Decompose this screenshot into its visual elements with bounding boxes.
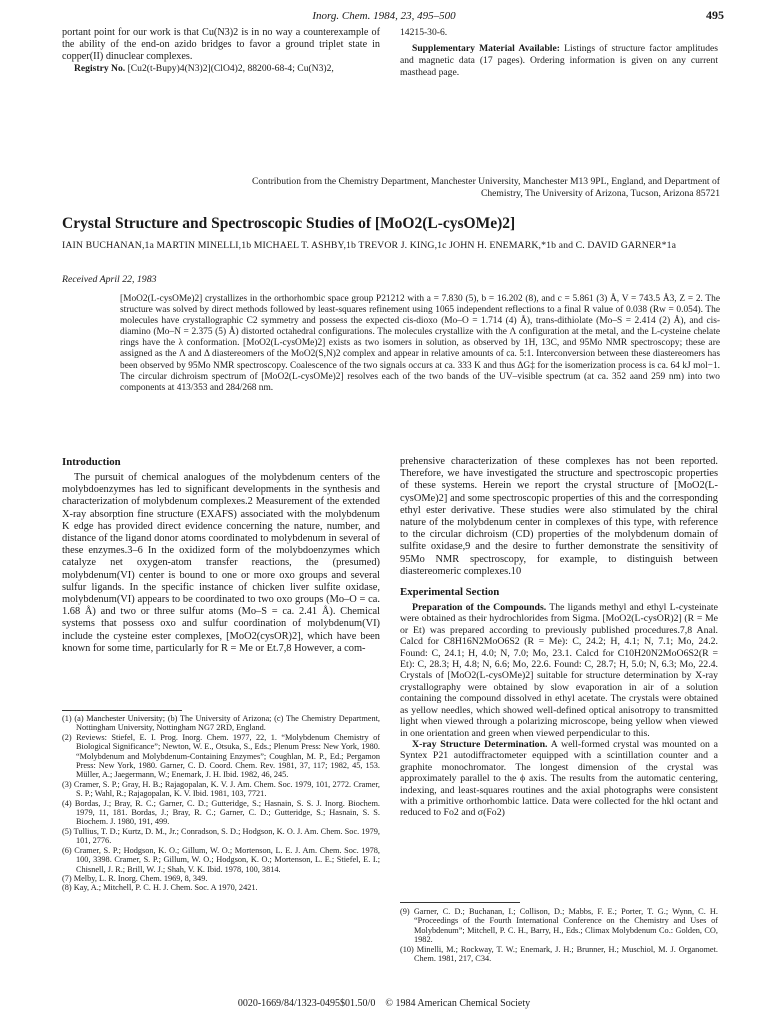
registry-continuation: 14215-30-6. bbox=[400, 27, 448, 38]
introduction-section bbox=[62, 456, 380, 655]
xray-paragraph bbox=[400, 739, 718, 819]
footer-code: 0020-1669/84/1323-0495$01.50/0 bbox=[237, 998, 376, 1009]
footnote-9: (9) Garner, C. D.; Buchanan, I.; Collison, D.; Mabbs, F. E.; Porter, T. G.; Wynn, C. H. “Proceedings of the Fourth International Conference on the Chemistry and Uses of Molybdenum”; Mitchell, P. C. H., Barry, H., Eds.; Climax Molybdenum Co.: Golden, CO, 1982. bbox=[400, 907, 718, 945]
footnotes-left bbox=[62, 714, 380, 893]
supplementary-label: Supplementary Material Available: bbox=[412, 43, 560, 54]
preparation-text: The ligands methyl and ethyl L-cysteinate were obtained as their hydrochlorides from Sigma. [MoO2(L-cysOR)2] (R = Me or Et) was prepared according to previously published procedures.7,8 Anal. Calcd for C8H16N2MoO6S2 (R = Me): C, 24.2; H, 4.1; N, 7.1; Mo, 24.2. Found: C, 24.1; H, 4.0; N, 7.0; Mo, 23.1. Calcd for C10H20N2MoO6S2(R = Et): C, 28.3; H, 4.8; N, 6.6; Mo, 22.6. Found: C, 28.7; H, 5.0; N, 6.3; Mo, 22.4. Crystals of [MoO2(L-cysOMe)2] suitable for structure determination by X-ray crystallography were obtained by slow evaporation in air of a solution containing the compound dissolved in ethyl acetate. The crystals were obtained as yellow needles, which showed well-defined optical anisotropy to transmitted light when viewed through a polarizing microscope, being yellow when viewed in one orientation and green when viewed perpendicular to this. bbox=[400, 602, 718, 739]
footnote-1: (1) (a) Manchester University; (b) The University of Arizona; (c) The Chemistry Department, Nottingham University, Nottingham NG7 2RD, England. bbox=[62, 714, 380, 733]
footnote-3: (3) Cramer, S. P.; Gray, H. B.; Rajagopalan, K. V. J. Am. Chem. Soc. 1979, 101, 2772. Cramer, S. P.; Wahl, R.; Rajagopalan, K. V. Ibid. 1981, 103, 7721. bbox=[62, 779, 380, 799]
footer-copyright: © 1984 American Chemical Society bbox=[385, 998, 531, 1009]
page-footer bbox=[0, 998, 768, 1009]
introduction-heading: Introduction bbox=[62, 456, 121, 468]
footnote-8: (8) Kay, A.; Mitchell, P. C. H. J. Chem. Soc. A 1970, 2421. bbox=[62, 883, 258, 893]
running-head: Inorg. Chem. 1984, 23, 495–500 bbox=[312, 10, 456, 22]
preparation-paragraph bbox=[400, 602, 718, 739]
registry-text: [Cu2(t-Bupy)4(N3)2](ClO4)2, 88200-68-4; Cu(N3)2, bbox=[127, 63, 334, 74]
xray-text: A well-formed crystal was mounted on a Syntex P21 autodiffractometer equipped with a scintillation counter and a graphite monochromator. The longest dimension of the crystal was approximately parallel to the ϕ axis. The results from the automatic centering, indexing, and least-squares routines and the axial photographs were consistent with a primitive orthorhombic lattice. Data were collected for the hkl octant and reduced to Fo2 and σ(Fo2) bbox=[400, 738, 718, 819]
preparation-label: Preparation of the Compounds. bbox=[412, 602, 547, 614]
footnote-divider-left bbox=[62, 710, 182, 711]
article-title: Crystal Structure and Spectroscopic Studies of [MoO2(L-cysOMe)2] bbox=[62, 215, 516, 232]
received-date: Received April 22, 1983 bbox=[62, 274, 157, 285]
previous-article-supplementary bbox=[400, 27, 718, 79]
footnote-5: (5) Tullius, T. D.; Kurtz, D. M., Jr.; Conradson, S. D.; Hodgson, K. O. J. Am. Chem. Soc. 1979, 101, 2776. bbox=[62, 826, 380, 846]
footnote-2: (2) Reviews: Stiefel, E. I. Prog. Inorg. Chem. 1977, 22, 1. “Molybdenum Chemistry of Biological Significance”; Newton, W. E., Otsuka, S., Eds.; Plenum Press: New York, 1980. “Molybdenum and Molybdenum-Containing Enzymes”; Coughlan, M. P., Ed.; Pergamon Press: New York, 1980. Garner, C. D. Coord. Chem. Rev. 1981, 37, 117; 1982, 45, 153. Müller, A.; Jaegermann, W.; Enemark, J. H. Ibid. 1982, 46, 245. bbox=[62, 732, 380, 780]
xray-label: X-ray Structure Determination. bbox=[412, 738, 548, 750]
footnotes-right bbox=[400, 907, 718, 963]
introduction-paragraph: The pursuit of chemical analogues of the molybdenum centers of the molybdoenzymes has led to significant developments in the synthesis and characterization of molybdenum complexes.2 Measurement of the extended X-ray absorption fine structure (EXAFS) associated with the molybdenum K edge has provided direct evidence concerning the nature, number, and distance of the ligand donor atoms coordinated to molybdenum in several of these enzymes.3–6 In the oxidized form of the molybdoenzymes which catalyze net oxygen-atom transfer reactions, the (presumed) molybdenum(VI) center is bound to one or more oxo groups and several sulfur ligands. In the specific instance of chicken liver sulfite oxidase, molybdenum(VI) appears to be coordinated to two oxo groups (Mo–O = ca. 1.68 Å) and two or three sulfur atoms (Mo–S = ca. 2.41 Å). Chemical systems that possess oxo and sulfur coordination of molybdenum(VI) include the cysteine ester complexes, [MoO2(cysOR)2], which have been known for some time, particularly for R = Me or Et.7,8 However, a com- bbox=[62, 472, 380, 654]
footnote-10: (10) Minelli, M.; Rockway, T. W.; Enemark, J. H.; Brunner, H.; Muschiol, M. J. Organomet. Chem. 1981, 217, C34. bbox=[400, 944, 718, 964]
author-list: IAIN BUCHANAN,1a MARTIN MINELLI,1b MICHAEL T. ASHBY,1b TREVOR J. KING,1c JOHN H. ENEMARK,*1b and C. DAVID GARNER*1a bbox=[62, 240, 677, 251]
footnote-4: (4) Bordas, J.; Bray, R. C.; Garner, C. D.; Gutteridge, S.; Hasnain, S. S. J. Inorg. Biochem. 1979, 11, 181. Bordas, J.; Bray, R. C.; Garner, C. D.; Gutteridge, S.; Hasnain, S. S. Biochem. J. 1980, 191, 499. bbox=[62, 798, 380, 827]
previous-article-text: portant point for our work is that Cu(N3)2 is in no way a counterexample of the ability of the end-on azido bridges to favor a ground triplet state in copper(II) dinuclear complexes. bbox=[62, 27, 380, 62]
contribution-affiliation: Contribution from the Chemistry Department, Manchester University, Manchester M13 9PL, England, and Department of Chemistry, The University of Arizona, Tucson, Arizona 85721 bbox=[251, 176, 720, 199]
page-number: 495 bbox=[706, 8, 724, 22]
registry-label: Registry No. bbox=[74, 63, 126, 74]
supplementary-text: Listings of structure factor amplitudes and magnetic data (17 pages). Ordering information is given on any current masthead page. bbox=[400, 43, 718, 78]
experimental-heading: Experimental Section bbox=[400, 586, 500, 599]
introduction-continuation: prehensive characterization of these complexes has not been reported. Therefore, we have investigated the structure and spectroscopic properties of these systems. Herein we report the crystal structure of [MoO2(L-cysOMe)2] and some spectroscopic properties of this and the corresponding ethyl ester derivative. These studies were also stimulated by the chiral nature of the molybdenum center in complexes of this type, with reference to the circular dichroism (CD) properties of the molybdenum domain of sulfite oxidase,9 and the desire to further demonstrate the sensitivity of 95Mo NMR spectroscopy, for example, to distinguish between diastereomeric complexes.10 bbox=[400, 456, 718, 577]
abstract: [MoO2(L-cysOMe)2] crystallizes in the orthorhombic space group P21212 with a = 7.830 (5), b = 16.202 (8), and c = 5.861 (3) Å, V = 743.5 Å3, Z = 2. The structure was solved by direct methods followed by least-squares refinement using 1065 independent reflections to a final R value of 0.038 (Rw = 0.054). The molecules have crystallographic C2 symmetry and possess the expected cis-dioxo (Mo–O = 1.714 (4) Å), trans-dithiolate (Mo–S = 2.414 (2) Å), and cis-diamino (Mo–N = 2.375 (5) Å) distorted octahedral configurations. The molecules crystallize with the Λ configuration at the metal, and the L-cysteine chelate rings have the λ conformation. [MoO2(L-cysOMe)2] exists as two isomers in solution, as observed by 1H, 13C, and 95Mo NMR spectroscopy; these are assigned as the Λ and Δ diastereomers of the MoO2(S,N)2 complex and appear in relative amounts of ca. 5:1. Interconversion between these diastereomers has been observed by 95Mo NMR spectroscopy. Coalescence of the two signals occurs at ca. 333 K and thus ΔG‡ for the isomerization process is ca. 64 kJ mol−1. The circular dichroism spectrum of [MoO2(L-cysOMe)2] resolves each of the two bands of the UV–visible spectrum (at ca. 352 aand 259 nm) into two components at 413/353 and 284/268 nm. bbox=[120, 294, 720, 393]
footnote-6: (6) Cramer, S. P.; Hodgson, K. O.; Gillum, W. O.; Mortenson, L. E. J. Am. Chem. Soc. 1978, 100, 3398. Cramer, S. P.; Gillum, W. O.; Hodgson, K. O.; Mortenson, L. E.; Stiefel, E. I.; Chisnell, J. R.; Brill, W. J.; Shah, V. K. Ibid. 1978, 100, 3814. bbox=[62, 845, 380, 874]
registry-numbers bbox=[62, 63, 380, 75]
footnote-7: (7) Melby, L. R. Inorg. Chem. 1969, 8, 349. bbox=[62, 873, 208, 883]
previous-article-tail bbox=[62, 27, 380, 75]
supplementary-material bbox=[400, 43, 718, 79]
footnote-divider-right bbox=[400, 902, 520, 903]
right-column-body bbox=[400, 456, 718, 819]
